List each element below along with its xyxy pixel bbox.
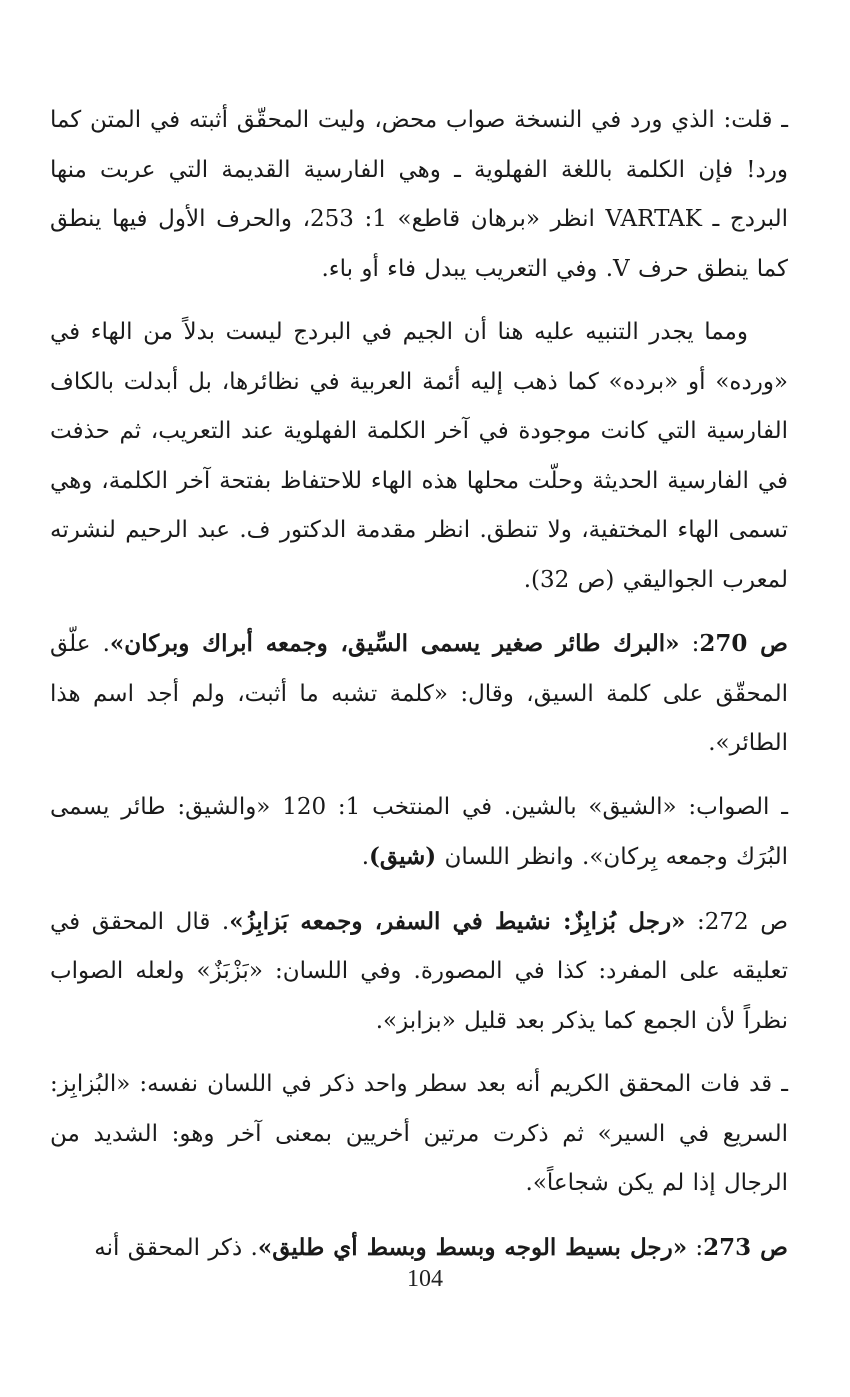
paragraph-correction-vartak: ـ قلت: الذي ورد في النسخة صواب محض، وليت المحقّق أثبته في المتن كما ورد! فإن الكلمة باللغة الفهلوية ـ وهي الفارسية القديمة التي عربت منها البردج ـ VARTAK انظر «برهان قاطع» 1: 253، والحرف الأول فيها ينطق كما ينطق حرف V. وفي التعريب يبدل فاء أو باء. xyxy=(50,107,789,282)
correction-tail: . xyxy=(361,844,370,870)
entry-colon: : xyxy=(687,1234,704,1261)
entry-quote: «رجل بُزابِزٌ: نشيط في السفر، وجمعه بَزابِزُ» xyxy=(229,907,686,935)
entry-ref: ص 270 xyxy=(699,630,788,657)
entry-ref: ص 272 xyxy=(704,908,789,935)
entry-ref: ص 273 xyxy=(703,1233,788,1261)
entry-quote: «البرك طائر صغير يسمى السِّيق، وجمعه أبراك وبركان» xyxy=(109,630,680,657)
entry-text: . ذكر المحقق أنه xyxy=(94,1234,258,1261)
entry-colon: : xyxy=(679,631,700,657)
entry-text: . قال المحقق في تعليقه على المفرد: كذا في المصورة. وفي اللسان: «بَزْبَزٌ» ولعله الصواب نظراً لأن الجمع كما يذكر بعد قليل «بزابز». xyxy=(50,908,788,1034)
document-page xyxy=(50,96,788,1336)
page-number: 104 xyxy=(407,1266,443,1292)
correction-text: ـ الصواب: «الشيق» بالشين. في المنتخب 1: 120 «والشيق: طائر يسمى البُرَك وجمعه بِركان». وانظر اللسان xyxy=(50,793,788,870)
lisan-ref: (شيق) xyxy=(369,843,437,870)
paragraph-correction-buzabiz: ـ قد فات المحقق الكريم أنه بعد سطر واحد ذكر في اللسان نفسه: «البُزابِز: السريع في السير» ثم ذكرت مرتين أخريين بمعنى آخر وهو: الشديد من الرجال إذا لم يكن شجاعاً». xyxy=(50,1071,788,1196)
paragraph-entry-270 xyxy=(50,619,788,769)
entry-quote: «رجل بسيط الوجه وبسط وبسط أي طليق» xyxy=(257,1233,688,1261)
paragraph-correction-shiq xyxy=(50,783,788,883)
entry-colon: : xyxy=(685,908,705,935)
entry-text: . علّق المحقّق على كلمة السيق، وقال: «كلمة تشبه ما أثبت، ولم أجد اسم هذا الطائر». xyxy=(50,631,788,756)
paragraph-entry-272 xyxy=(50,897,788,1047)
paragraph-jim-note: ومما يجدر التنبيه عليه هنا أن الجيم في البردج ليست بدلاً من الهاء في «ورده» أو «برده» كما ذهب إليه أئمة العربية في نظائرها، بل أبدلت بالكاف الفارسية التي كانت موجودة في آخر الكلمة الفهلوية عند التعريب، ثم حذفت في الفارسية الحديثة وحلّت محلها هذه الهاء للاحتفاظ بفتحة آخر الكلمة، وهي تسمى الهاء المختفية، ولا تنطق. انظر مقدمة الدكتور ف. عبد الرحيم لنشرته لمعرب الجواليقي (ص 32). xyxy=(50,319,788,593)
